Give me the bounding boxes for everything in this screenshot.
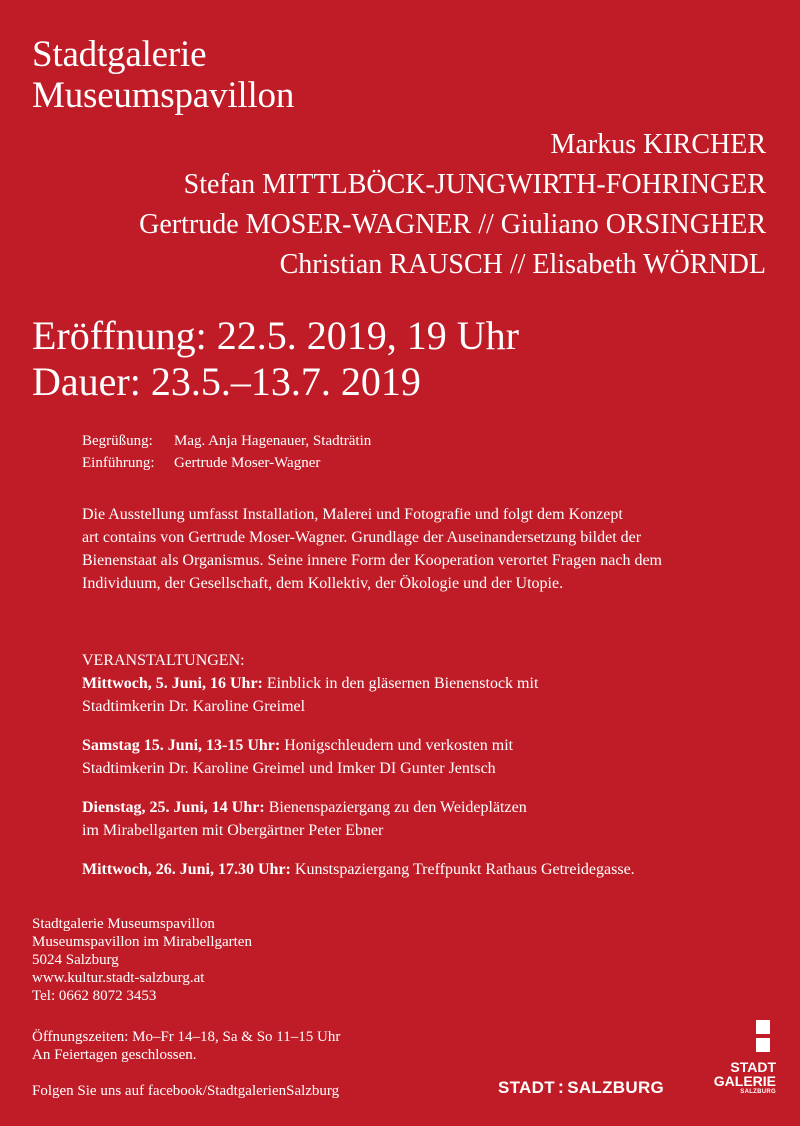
- event-text-cont: Stadtimkerin Dr. Karoline Greimel: [82, 698, 306, 715]
- venue-title-line2: Museumspavillon: [32, 75, 295, 116]
- host-value: Gertrude Moser-Wagner: [174, 455, 321, 471]
- event-text: Einblick in den gläsernen Bienenstock mit: [262, 675, 539, 692]
- phone-number: Tel: 0662 8072 3453: [32, 988, 157, 1004]
- event-text-cont: im Mirabellgarten mit Obergärtner Peter Ebner: [82, 822, 384, 839]
- event-when: Mittwoch, 5. Juni, 16 Uhr:: [82, 675, 263, 692]
- event-item: [82, 796, 782, 842]
- address-line: 5024 Salzburg: [32, 952, 119, 968]
- description-line: Individuum, der Gesellschaft, dem Kollektiv, der Ökologie und der Utopie.: [82, 575, 564, 592]
- venue-title: [32, 34, 294, 116]
- event-when: Mittwoch, 26. Juni, 17.30 Uhr:: [82, 861, 291, 878]
- event-text-cont: Stadtimkerin Dr. Karoline Greimel und Imker DI Gunter Jentsch: [82, 760, 496, 777]
- events-section: [82, 649, 782, 897]
- holiday-note: An Feiertagen geschlossen.: [32, 1047, 197, 1063]
- description: [82, 503, 782, 595]
- artist-line: Christian RAUSCH // Elisabeth WÖRNDL: [279, 249, 766, 280]
- description-line: Die Ausstellung umfasst Installation, Malerei und Fotografie und folgt dem Konzept: [82, 506, 623, 523]
- artist-list: [139, 125, 766, 285]
- host-value: Mag. Anja Hagenauer, Stadträtin: [174, 433, 372, 449]
- social-follow: Folgen Sie uns auf facebook/StadtgalerienSalzburg: [32, 1083, 340, 1099]
- stadt-salzburg-logo: STADT : SALZBURG: [498, 1077, 665, 1097]
- event-item: [82, 858, 782, 881]
- event-text: Bienenspaziergang zu den Weideplätzen: [264, 799, 527, 816]
- venue-title-line1: Stadtgalerie: [32, 34, 207, 75]
- description-line: Bienenstaat als Organismus. Seine innere Form der Kooperation verortet Fragen nach dem: [82, 552, 662, 569]
- hosts-block: [82, 430, 371, 474]
- exhibition-dates: [32, 313, 519, 405]
- website-link[interactable]: www.kultur.stadt-salzburg.at: [32, 970, 205, 986]
- event-item: [82, 672, 782, 718]
- host-label: Begrüßung:: [82, 433, 153, 449]
- host-label: Einführung:: [82, 455, 155, 471]
- event-when: Samstag 15. Juni, 13-15 Uhr:: [82, 737, 281, 754]
- artist-line: Markus KIRCHER: [550, 129, 766, 160]
- event-when: Dienstag, 25. Juni, 14 Uhr:: [82, 799, 265, 816]
- description-line: art contains von Gertrude Moser-Wagner. Grundlage der Auseinandersetzung bildet der: [82, 529, 642, 546]
- opening-date: Eröffnung: 22.5. 2019, 19 Uhr: [32, 313, 519, 358]
- address-line: Museumspavillon im Mirabellgarten: [32, 934, 252, 950]
- stadtgalerie-logo: STADT GALERIE SALZBURG: [696, 1020, 776, 1096]
- logo-squares-icon: [696, 1020, 776, 1058]
- opening-hours: [32, 1028, 340, 1064]
- artist-line: Gertrude MOSER-WAGNER // Giuliano ORSINGHER: [139, 209, 766, 240]
- duration-date: Dauer: 23.5.–13.7. 2019: [32, 359, 421, 404]
- hours-line: Öffnungszeiten: Mo–Fr 14–18, Sa & So 11–15 Uhr: [32, 1029, 341, 1045]
- host-row: [82, 430, 371, 452]
- host-row: [82, 452, 371, 474]
- event-item: [82, 734, 782, 780]
- event-text: Kunstspaziergang Treffpunkt Rathaus Getreidegasse.: [290, 861, 635, 878]
- artist-line: Stefan MITTLBÖCK-JUNGWIRTH-FOHRINGER: [183, 169, 766, 200]
- event-text: Honigschleudern und verkosten mit: [280, 737, 514, 754]
- address-line: Stadtgalerie Museumspavillon: [32, 916, 215, 932]
- events-heading: VERANSTALTUNGEN:: [82, 652, 245, 669]
- address-block: [32, 915, 252, 1005]
